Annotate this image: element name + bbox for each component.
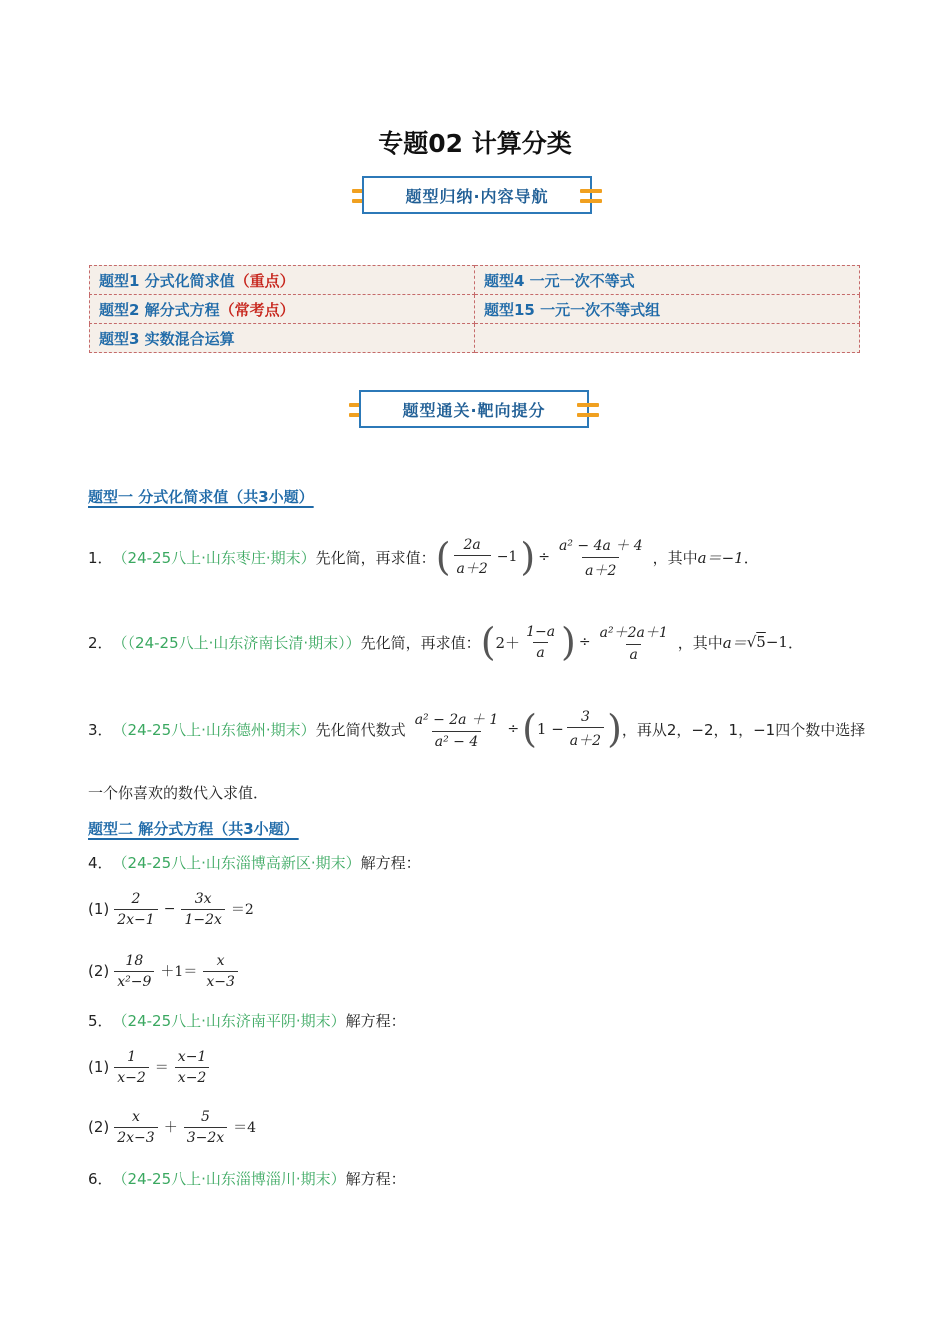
question-source: （24-25八上·山东淄博淄川·期末）	[112, 1170, 346, 1188]
question-5-part-1	[88, 1044, 212, 1090]
question-number: 3．	[88, 720, 113, 739]
term: 1 −	[536, 720, 564, 738]
operator: ＝	[154, 1060, 169, 1076]
toc-item-type4: 题型4 一元一次不等式	[484, 271, 635, 290]
fraction: $\frac{\text{a²＋2a＋1}}{a}$	[599, 624, 668, 663]
fraction: $\frac{2a}{a+2}$	[454, 537, 491, 578]
toc-cell[interactable]	[90, 295, 475, 324]
question-1	[88, 522, 759, 592]
condition: a＝−1	[697, 548, 744, 567]
question-6	[88, 1168, 406, 1189]
toc-cell[interactable]	[475, 266, 860, 295]
operator: ＋1＝	[160, 964, 198, 980]
toc-tag-key: （重点）	[234, 271, 295, 290]
toc-table	[89, 265, 860, 353]
question-text: 一个你喜欢的数代入求值．	[88, 784, 269, 802]
fraction: $\frac{3x}{1-2x}$	[181, 891, 224, 928]
toc-cell[interactable]	[475, 295, 860, 324]
banner-navigation	[352, 176, 602, 216]
fraction: $\frac{x}{x-3}$	[203, 953, 238, 990]
question-text: 解方程：	[345, 1170, 406, 1188]
fraction: $\frac{1-a}{a}$	[526, 623, 556, 661]
paren-right: )	[561, 620, 576, 664]
question-text-tail: ，其中	[677, 633, 723, 652]
toc-cell[interactable]	[90, 324, 475, 353]
paren-right: )	[520, 535, 536, 579]
question-text: 先化简，再求值：	[360, 633, 481, 652]
period: ．	[743, 548, 759, 567]
question-text-tail: ，再从2，−2，1，−1四个数中选择	[621, 720, 866, 739]
document-title: 专题02 计算分类	[378, 129, 572, 158]
part-label: (1)	[88, 900, 110, 918]
fraction: $\frac{\text{a² − 4a ＋ 4}}{a+2}$	[558, 537, 643, 579]
question-number: 4．	[88, 854, 113, 872]
question-4	[88, 852, 421, 873]
question-number: 1．	[88, 548, 113, 567]
paren-right: )	[607, 707, 622, 751]
part-label: (2)	[88, 1118, 110, 1136]
fraction: $\frac{2}{2x-1}$	[114, 891, 157, 928]
paren-left: (	[522, 707, 537, 751]
paren-left: (	[435, 535, 451, 579]
section-heading-1: 题型一 分式化简求值（共3小题）	[88, 488, 314, 506]
question-text: 解方程：	[345, 1012, 406, 1030]
question-number: 6．	[88, 1170, 113, 1188]
question-source: （24-25八上·山东德州·期末）	[112, 720, 316, 739]
question-5-part-2	[88, 1104, 259, 1150]
term: 2＋	[495, 633, 521, 652]
period: ．	[787, 633, 803, 652]
equals-value: ＝4	[233, 1120, 257, 1136]
toc-item-type15: 题型15 一元一次不等式组	[484, 300, 661, 319]
question-source: （24-25八上·山东淄博高新区·期末）	[112, 854, 361, 872]
question-number: 2．	[88, 633, 113, 652]
banner-navigation-box	[362, 176, 592, 214]
radicand: 5	[756, 633, 766, 651]
divide-sign: ÷	[507, 721, 520, 737]
question-number: 5．	[88, 1012, 113, 1030]
operator: −	[163, 901, 176, 917]
question-3-line2	[88, 782, 268, 803]
fraction: $\frac{3}{a+2}$	[567, 709, 604, 750]
question-4-part-2	[88, 948, 241, 994]
condition: a＝	[722, 633, 747, 652]
banner-practice	[349, 390, 599, 430]
divide-sign: ÷	[578, 634, 591, 650]
fraction: $\frac{5}{3-2x}$	[184, 1109, 227, 1146]
part-label: (1)	[88, 1058, 110, 1076]
fraction: $\frac{x-1}{x-2}$	[175, 1049, 210, 1086]
question-3	[88, 694, 865, 764]
question-source: （24-25八上·山东枣庄·期末）	[112, 548, 316, 567]
question-source: （（24-25八上·山东济南长清·期末））	[112, 633, 361, 652]
fraction: $\frac{18}{\text{x²−9}}$	[114, 953, 154, 990]
toc-row	[90, 266, 860, 295]
toc-item-type2: 题型2 解分式方程	[99, 300, 220, 319]
operator: ＋	[163, 1120, 178, 1136]
fraction: $\frac{1}{x-2}$	[114, 1049, 149, 1086]
question-text-tail: ，其中	[652, 548, 698, 567]
banner-practice-box	[359, 390, 589, 428]
question-source: （24-25八上·山东济南平阴·期末）	[112, 1012, 346, 1030]
divide-sign: ÷	[538, 549, 550, 565]
question-4-part-1	[88, 886, 257, 932]
toc-tag-frequent: （常考点）	[219, 300, 295, 319]
equals-value: ＝2	[230, 902, 254, 918]
toc-cell-empty	[475, 324, 860, 353]
banner-navigation-label: 题型归纳·内容导航	[405, 186, 549, 206]
toc-item-type1: 题型1 分式化简求值	[99, 271, 235, 290]
question-text: 先化简代数式	[315, 720, 406, 739]
question-2	[88, 607, 803, 677]
banner-practice-label: 题型通关·靶向提分	[402, 400, 546, 420]
paren-left: (	[480, 620, 496, 664]
fraction: $\frac{x}{2x-3}$	[114, 1109, 157, 1146]
toc-cell[interactable]	[90, 266, 475, 295]
banner-right-bars-icon	[580, 189, 602, 203]
question-text: 先化简，再求值：	[315, 548, 436, 567]
fraction: $\frac{\text{a² − 2a ＋ 1}}{\text{a² − 4}}$	[414, 711, 499, 750]
toc-item-type3: 题型3 实数混合运算	[99, 329, 235, 348]
operator: −1	[496, 549, 518, 565]
toc-row	[90, 295, 860, 324]
section-heading-2: 题型二 解分式方程（共3小题）	[88, 820, 299, 838]
question-text: 解方程：	[360, 854, 421, 872]
part-label: (2)	[88, 962, 110, 980]
sqrt-icon: √	[746, 633, 757, 651]
banner-right-bars-icon	[577, 403, 599, 417]
condition-tail: −1	[765, 633, 788, 651]
toc-row	[90, 324, 860, 353]
question-5	[88, 1010, 406, 1031]
